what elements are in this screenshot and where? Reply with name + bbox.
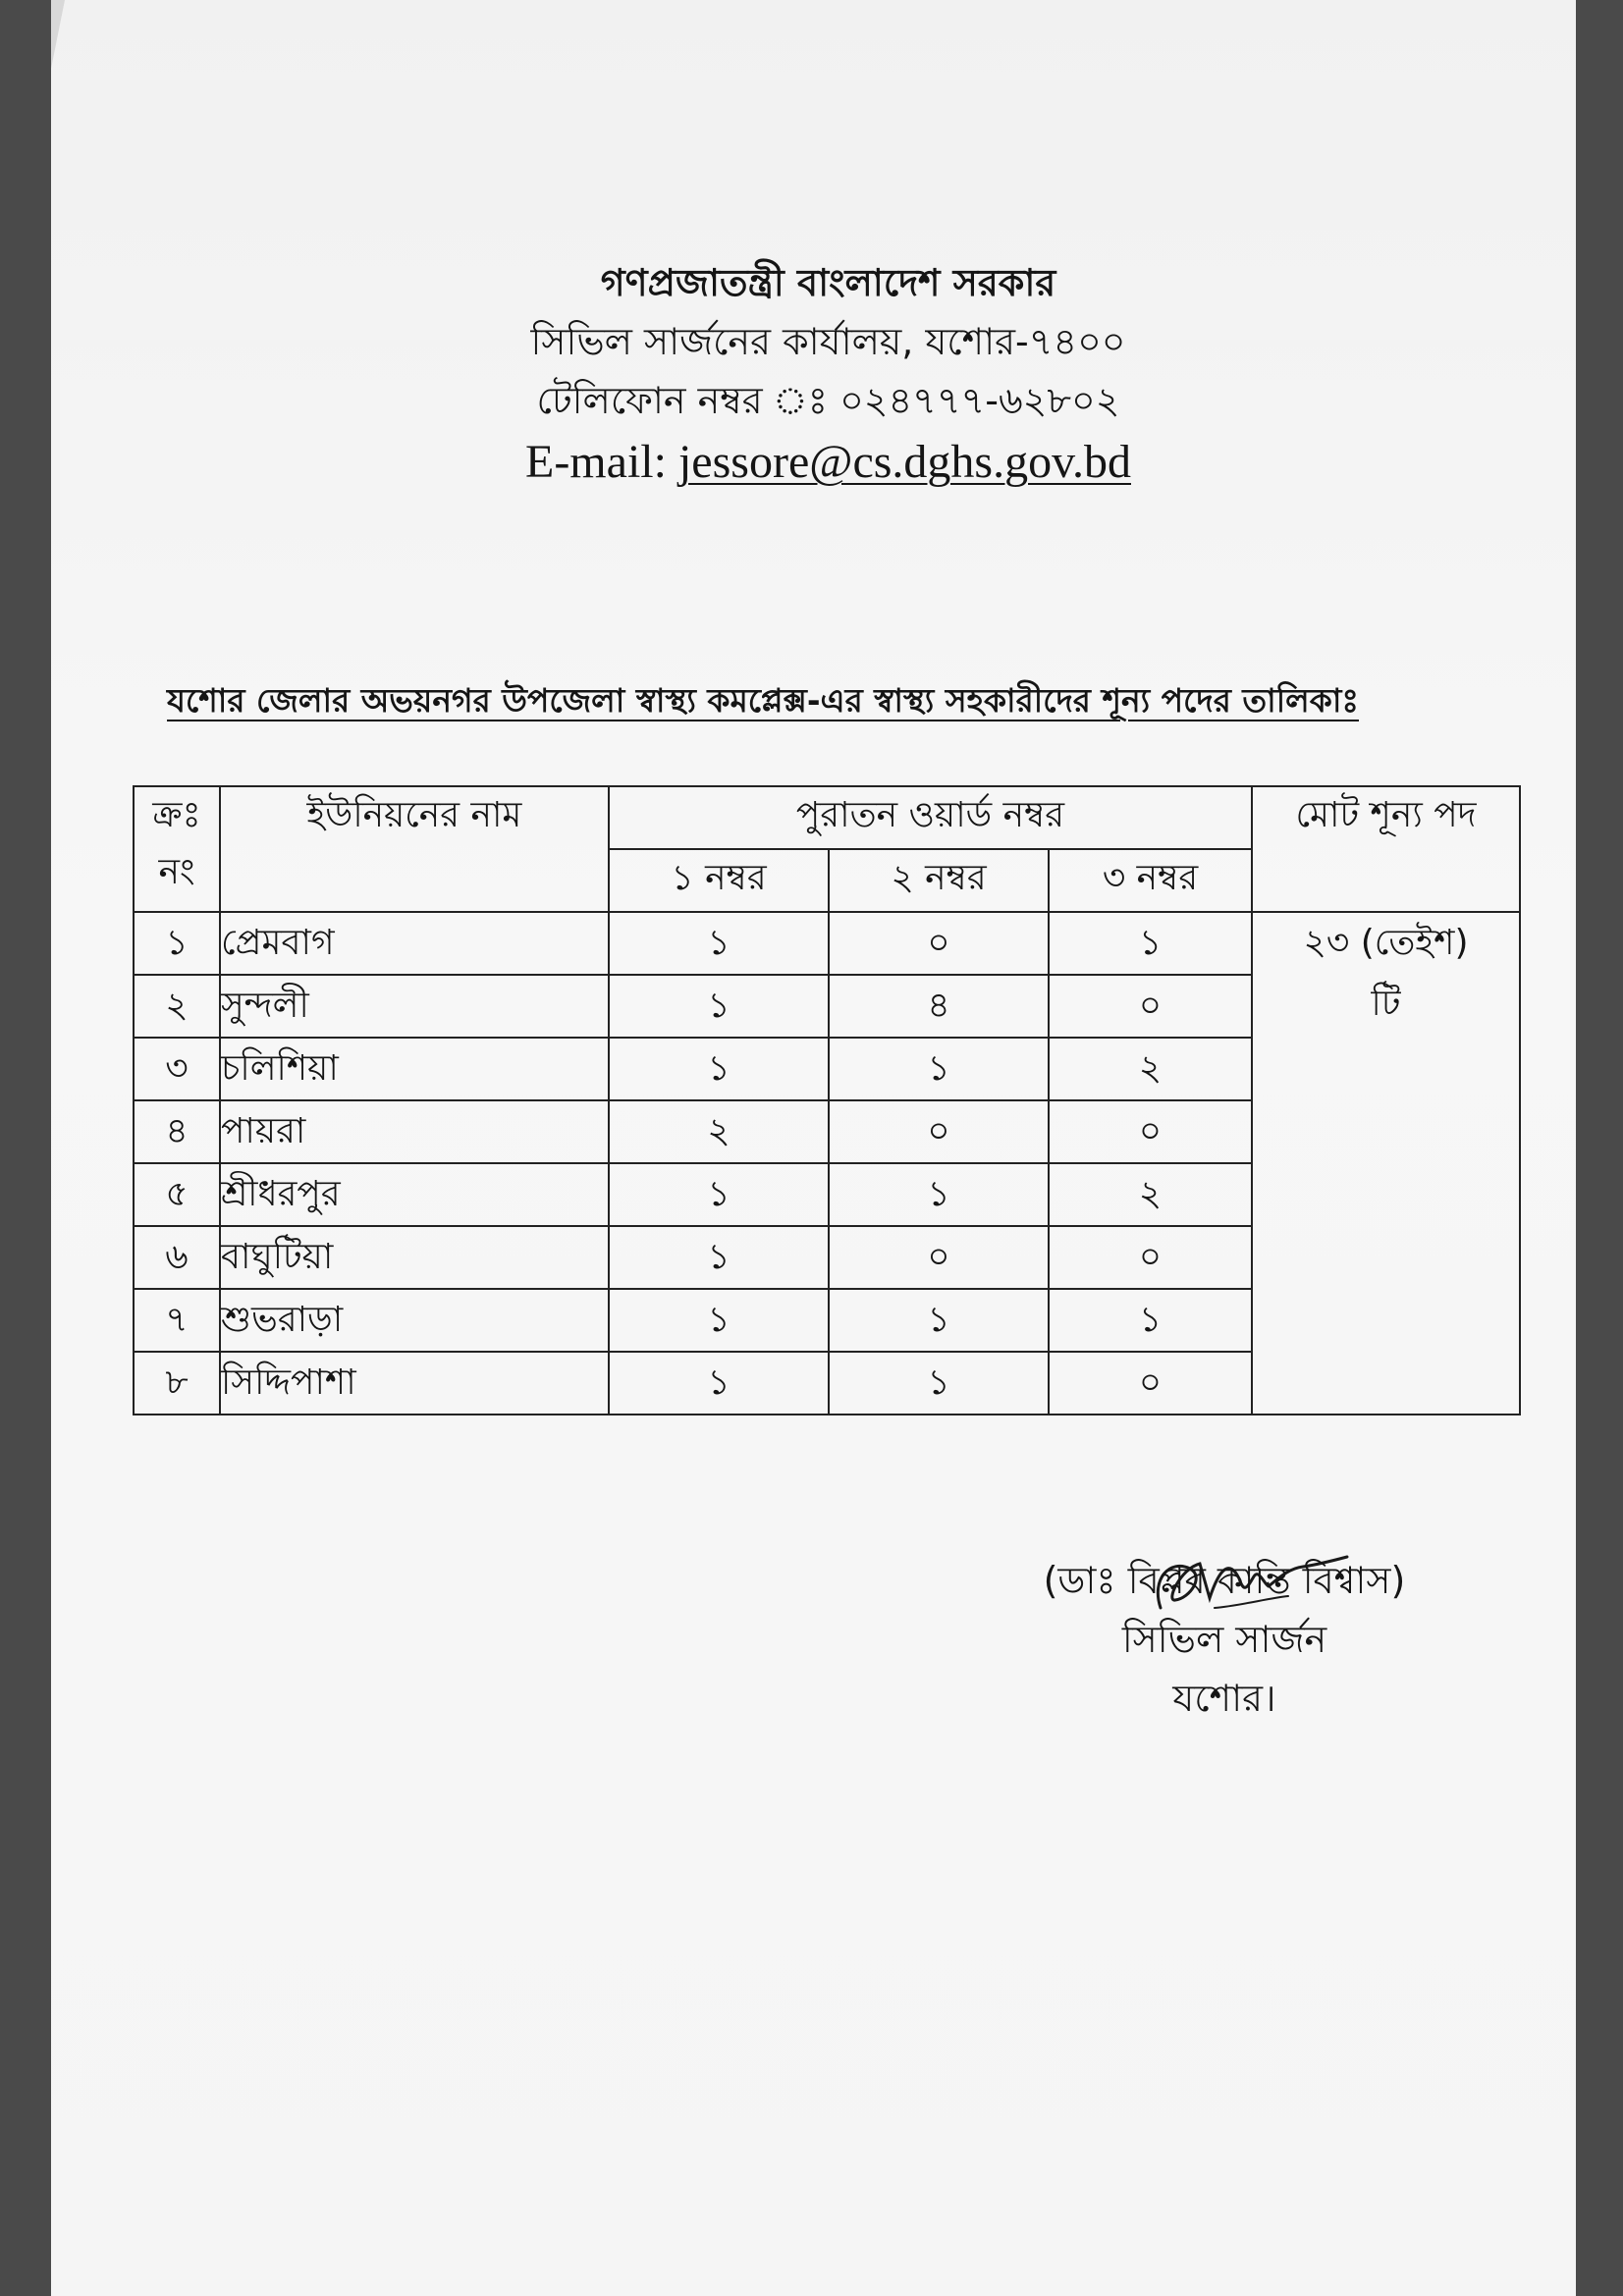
header-ward-3: ৩ নম্বর bbox=[1049, 849, 1252, 912]
document-page bbox=[51, 0, 1576, 2296]
row-serial: ৩ bbox=[134, 1038, 220, 1100]
table-header bbox=[134, 786, 1520, 912]
row-serial: ৭ bbox=[134, 1289, 220, 1352]
row-serial: ৫ bbox=[134, 1163, 220, 1226]
row-ward-2-count: ০ bbox=[829, 1226, 1049, 1289]
page-corner-fold bbox=[51, 0, 81, 79]
header-ward-2: ২ নম্বর bbox=[829, 849, 1049, 912]
row-union-name: শুভরাড়া bbox=[220, 1289, 609, 1352]
row-serial: ২ bbox=[134, 975, 220, 1038]
row-ward-2-count: ০ bbox=[829, 1100, 1049, 1163]
office-name: সিভিল সার্জনের কার্যালয়, যশোর-৭৪০০ bbox=[530, 320, 1126, 363]
total-vacant-cell bbox=[1252, 912, 1520, 1415]
email-label: E-mail: bbox=[525, 436, 667, 488]
signature-block bbox=[984, 1551, 1465, 1728]
row-ward-3-count: ০ bbox=[1049, 1226, 1252, 1289]
row-ward-3-count: ২ bbox=[1049, 1038, 1252, 1100]
header-ward-1: ১ নম্বর bbox=[609, 849, 829, 912]
row-ward-1-count: ১ bbox=[609, 1289, 829, 1352]
row-union-name: চলিশিয়া bbox=[220, 1038, 609, 1100]
row-union-name: পায়রা bbox=[220, 1100, 609, 1163]
document-subject: যশোর জেলার অভয়নগর উপজেলা স্বাস্থ্য কমপ্লেক্স-এর স্বাস্থ্য সহকারীদের শূন্য পদের তালিকাঃ bbox=[167, 681, 1359, 720]
row-serial: ১ bbox=[134, 912, 220, 975]
row-ward-3-count: ১ bbox=[1049, 912, 1252, 975]
header-old-ward-number: পুরাতন ওয়ার্ড নম্বর bbox=[609, 786, 1252, 849]
row-ward-3-count: ০ bbox=[1049, 1352, 1252, 1415]
header-serial-line2: নং bbox=[158, 852, 195, 892]
row-ward-2-count: ০ bbox=[829, 912, 1049, 975]
email-line bbox=[81, 432, 1576, 493]
row-union-name: প্রেমবাগ bbox=[220, 912, 609, 975]
row-serial: ৬ bbox=[134, 1226, 220, 1289]
government-name: গণপ্রজাতন্ত্রী বাংলাদেশ সরকার bbox=[600, 261, 1056, 304]
email-address-link[interactable]: jessore@cs.dghs.gov.bd bbox=[677, 436, 1131, 488]
row-ward-1-count: ১ bbox=[609, 1226, 829, 1289]
row-union-name: সুন্দলী bbox=[220, 975, 609, 1038]
row-ward-1-count: ১ bbox=[609, 1163, 829, 1226]
row-serial: ৮ bbox=[134, 1352, 220, 1415]
row-union-name: বাঘুটিয়া bbox=[220, 1226, 609, 1289]
row-ward-2-count: ১ bbox=[829, 1289, 1049, 1352]
row-ward-2-count: ৪ bbox=[829, 975, 1049, 1038]
table-body bbox=[134, 912, 1520, 1415]
row-union-name: শ্রীধরপুর bbox=[220, 1163, 609, 1226]
signatory-place: যশোর। bbox=[1172, 1677, 1276, 1720]
row-ward-1-count: ১ bbox=[609, 1038, 829, 1100]
row-ward-3-count: ০ bbox=[1049, 1100, 1252, 1163]
row-ward-2-count: ১ bbox=[829, 1163, 1049, 1226]
phone-number: টেলিফোন নম্বর ঃ ০২৪৭৭৭-৬২৮০২ bbox=[536, 379, 1120, 422]
header-union-name: ইউনিয়নের নাম bbox=[220, 786, 609, 912]
signatory-name: (ডাঃ বিপ্লব কান্তি বিশ্বাস) bbox=[1043, 1559, 1406, 1602]
header-serial bbox=[134, 786, 220, 912]
vacancy-table bbox=[133, 785, 1521, 1415]
header-total-vacant: মোট শূন্য পদ bbox=[1252, 786, 1520, 912]
header-serial-line1: ক্রঃ bbox=[152, 795, 201, 835]
row-serial: ৪ bbox=[134, 1100, 220, 1163]
row-ward-1-count: ২ bbox=[609, 1100, 829, 1163]
row-ward-3-count: ১ bbox=[1049, 1289, 1252, 1352]
total-vacant-count: ২৩ (তেইশ) bbox=[1303, 923, 1469, 963]
row-union-name: সিদ্দিপাশা bbox=[220, 1352, 609, 1415]
table-row bbox=[134, 912, 1520, 975]
letterhead bbox=[51, 253, 1576, 493]
total-vacant-unit: টি bbox=[1371, 984, 1401, 1024]
row-ward-2-count: ১ bbox=[829, 1038, 1049, 1100]
row-ward-2-count: ১ bbox=[829, 1352, 1049, 1415]
row-ward-1-count: ১ bbox=[609, 975, 829, 1038]
row-ward-1-count: ১ bbox=[609, 912, 829, 975]
row-ward-3-count: ২ bbox=[1049, 1163, 1252, 1226]
row-ward-1-count: ১ bbox=[609, 1352, 829, 1415]
row-ward-3-count: ০ bbox=[1049, 975, 1252, 1038]
signatory-designation: সিভিল সার্জন bbox=[1121, 1618, 1327, 1661]
